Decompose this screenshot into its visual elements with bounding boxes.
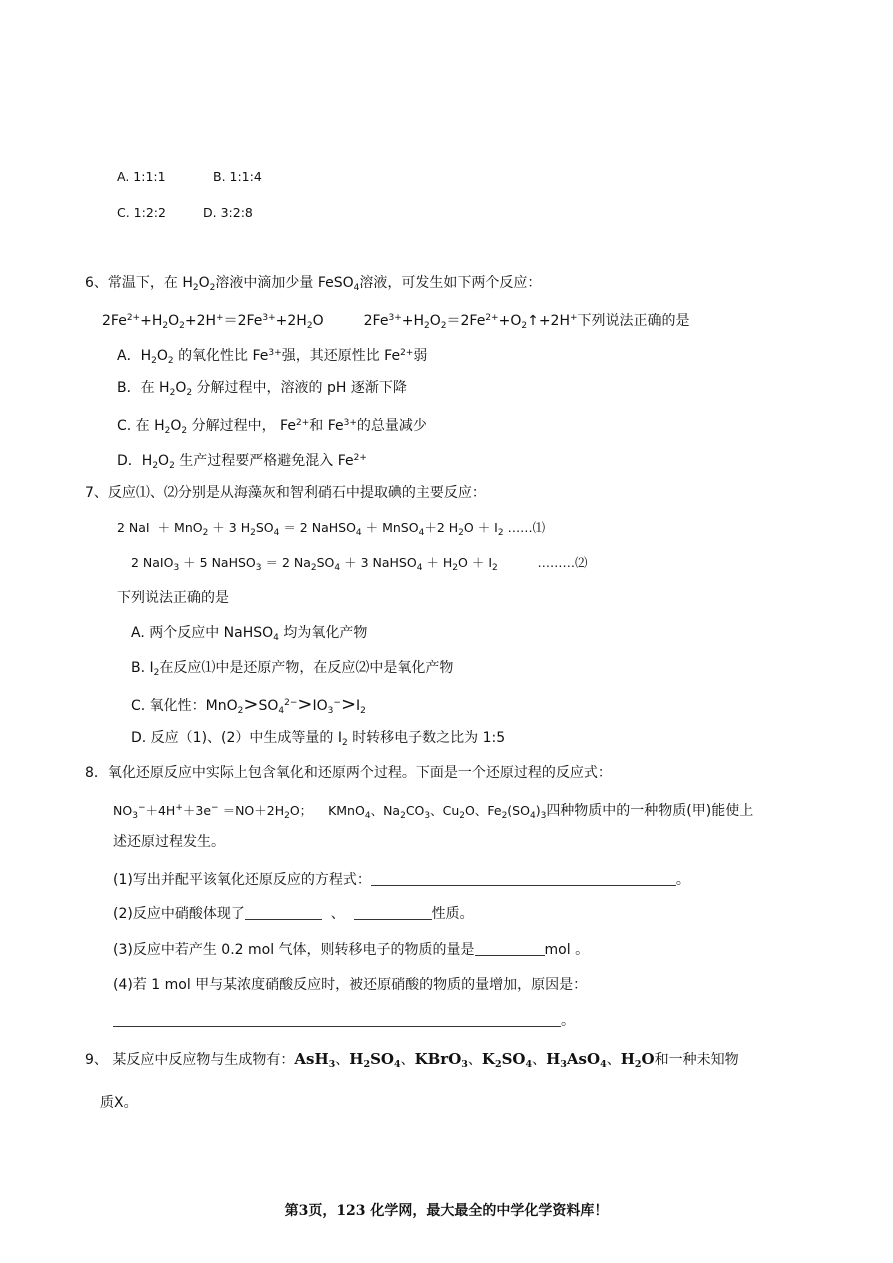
answer-blank-2a[interactable] [245, 905, 322, 920]
q6-intro: 6、常温下，在 $H_2O_2$溶液中滴加少量 FeSO$_4$溶液，可发生如下两个反应： [85, 275, 542, 293]
q8-sub4-answer: 。 [113, 1011, 575, 1031]
q9-line2: 质X。 [100, 1095, 138, 1111]
q7-equation-2: 2 NaIO$_3$ ＋ 5 NaHSO$_3$ ＝ 2 $Na_2SO_4 + 3$ NaHSO$_4$ ＋ $H_2O + I_2$ ………⑵ [131, 555, 588, 573]
answer-blank-4[interactable] [113, 1012, 561, 1027]
q8-intro: 8．氧化还原反应中实际上包含氧化和还原两个过程。下面是一个还原过程的反应式： [85, 765, 612, 781]
q8-line3: 述还原过程发生。 [113, 834, 225, 850]
q8-sub1: (1)写出并配平该氧化还原反应的方程式： 。 [113, 872, 690, 888]
q7-equation-1: 2 NaI ＋ MnO$_2$ ＋ 3 $H_2SO_4 = 2$ NaHSO$_4$ ＋ MnSO$_4$＋2 $H_2O + I_2$ ……⑴ [117, 520, 546, 538]
q7-option-c: C. 氧化性：$MnO_2>SO_4^{2-}>IO_3^->I_2$ [131, 694, 366, 716]
q6-option-b: B．在 $H_2O_2$ 分解过程中，溶液的 pH 逐渐下降 [117, 380, 407, 398]
answer-blank-1[interactable] [371, 871, 676, 886]
q8-reaction-line: $NO_3^-+4H^++3e^- =NO+2H_2O$； KMnO$_4$、$Na_2CO_3$、$Cu_2O$、$Fe_2(SO_4)_3$四种物质中的一种物质(甲)能使上 [113, 803, 754, 821]
q5-option-c: C. 1:2:2 [117, 205, 166, 220]
q7-prompt: 下列说法正确的是 [117, 590, 229, 606]
q9-intro: 9、 某反应中反应物与生成物有：AsH$_3$、$H_2SO_4$、KBrO$_3$、$K_2SO_4$、$H_3AsO_4$、$H_2O$和一种未知物 [85, 1050, 739, 1070]
q7-option-a: A. 两个反应中 NaHSO$_4$ 均为氧化产物 [131, 625, 368, 643]
page-footer: 第3页，123 化学网，最大最全的中学化学资料库！ [284, 1203, 609, 1219]
q5-option-b: B. 1:1:4 [213, 169, 262, 184]
q5-option-d: D. 3:2:8 [203, 205, 253, 220]
q7-option-d: D. 反应（1)、(2）中生成等量的 $I_2$ 时转移电子数之比为 1:5 [131, 730, 506, 748]
q6-option-c: C. 在 $H_2O_2$ 分解过程中， $Fe^{2+}$和 $Fe^{3+}$的总量减少 [117, 418, 427, 436]
q6-option-d: D．$H_2O_2$ 生产过程要严格避免混入 $Fe^{2+}$ [117, 453, 367, 471]
answer-blank-3[interactable] [475, 941, 545, 956]
q6-option-a: A．$H_2O_2$ 的氧化性比 $Fe^{3+}$强，其还原性比 $Fe^{2+}$弱 [117, 348, 428, 366]
q7-option-b: B. $I_2$在反应⑴中是还原产物，在反应⑵中是氧化产物 [131, 660, 454, 678]
q8-sub2: (2)反应中硝酸体现了 、 性质。 [113, 906, 474, 922]
q5-option-a: A. 1:1:1 [117, 169, 166, 184]
q8-sub3: (3)反应中若产生 0.2 mol 气体，则转移电子的物质的量是 mol 。 [113, 942, 590, 958]
q6-equations: $2Fe^{2+}+H_2O_2+2H^+=2Fe^{3+}+2H_2O$ $2Fe^{3+}+H_2O_2=2Fe^{2+}+O_2↑+2H^+$下列说法正确的是 [102, 313, 690, 331]
q7-intro: 7、反应⑴、⑵分别是从海藻灰和智利硝石中提取碘的主要反应： [85, 485, 486, 501]
answer-blank-2b[interactable] [354, 905, 432, 920]
q8-sub4: (4)若 1 mol 甲与某浓度硝酸反应时，被还原硝酸的物质的量增加，原因是： [113, 977, 588, 993]
